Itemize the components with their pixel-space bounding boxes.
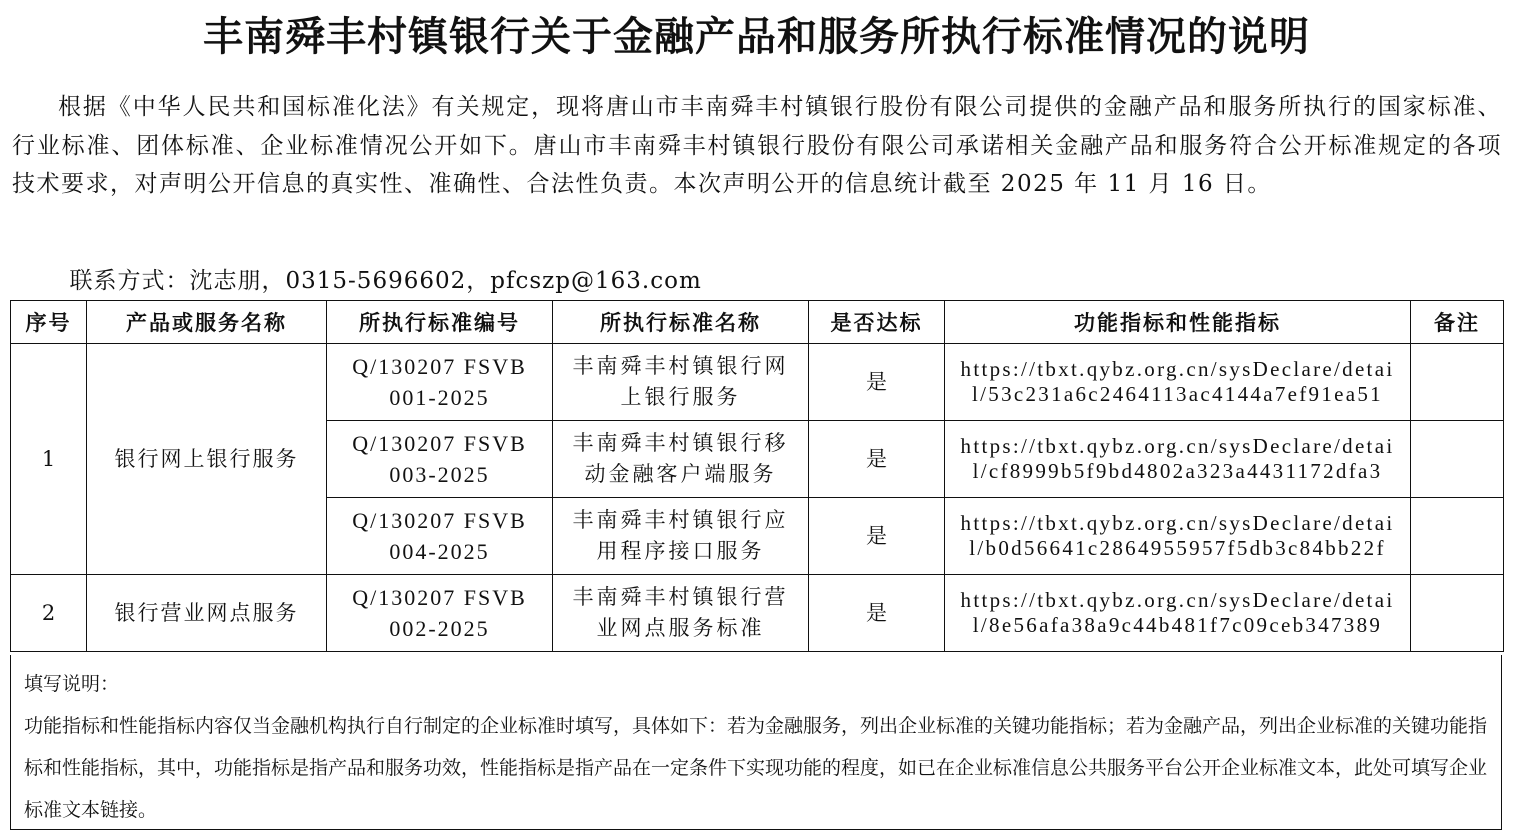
product-name: 银行营业网点服务 [87, 575, 327, 652]
filling-notes [10, 655, 1502, 830]
compliant-status: 是 [809, 421, 945, 498]
remark-cell [1411, 421, 1504, 498]
compliant-status: 是 [809, 344, 945, 421]
remark-cell [1411, 498, 1504, 575]
header-compliant: 是否达标 [809, 301, 945, 344]
indicator-link[interactable]: https://tbxt.qybz.org.cn/sysDeclare/detail/b0d56641c2864955957f5db3c84bb22f [945, 498, 1411, 575]
standard-code: Q/130207 FSVB 003-2025 [327, 421, 553, 498]
contact-info: 联系方式：沈志朋，0315-5696602，pfcszp@163.com [69, 268, 702, 294]
header-standard-code: 所执行标准编号 [327, 301, 553, 344]
header-remark: 备注 [1411, 301, 1504, 344]
standard-name: 丰南舜丰村镇银行网上银行服务 [553, 344, 809, 421]
notes-heading: 填写说明： [24, 673, 120, 695]
indicator-link[interactable]: https://tbxt.qybz.org.cn/sysDeclare/detail/cf8999b5f9bd4802a323a4431172dfa3 [945, 421, 1411, 498]
header-product: 产品或服务名称 [87, 301, 327, 344]
standards-table [10, 300, 1504, 652]
compliant-status: 是 [809, 575, 945, 652]
header-standard-name: 所执行标准名称 [553, 301, 809, 344]
notes-body: 功能指标和性能指标内容仅当金融机构执行自行制定的企业标准时填写，具体如下：若为金融服务，列出企业标准的关键功能指标；若为金融产品，列出企业标准的关键功能指标和性能指标，其中，功能指标是指产品和服务功效，性能指标是指产品在一定条件下实现功能的程度，如已在企业标准信息公共服务平台公开企业标准文本，此处可填写企业标准文本链接。 [24, 715, 1488, 821]
table-row [11, 344, 1504, 421]
product-name: 银行网上银行服务 [87, 344, 327, 575]
remark-cell [1411, 575, 1504, 652]
document-title: 丰南舜丰村镇银行关于金融产品和服务所执行标准情况的说明 [203, 13, 1310, 60]
indicator-link[interactable]: https://tbxt.qybz.org.cn/sysDeclare/detail/8e56afa38a9c44b481f7c09ceb347389 [945, 575, 1411, 652]
standard-code: Q/130207 FSVB 002-2025 [327, 575, 553, 652]
header-indicators: 功能指标和性能指标 [945, 301, 1411, 344]
standard-name: 丰南舜丰村镇银行应用程序接口服务 [553, 498, 809, 575]
standard-name: 丰南舜丰村镇银行营业网点服务标准 [553, 575, 809, 652]
intro-paragraph [12, 88, 1502, 204]
remark-cell [1411, 344, 1504, 421]
standard-name: 丰南舜丰村镇银行移动金融客户端服务 [553, 421, 809, 498]
table-header-row [11, 301, 1504, 344]
row-index: 1 [11, 344, 87, 575]
table-row [11, 575, 1504, 652]
header-index: 序号 [11, 301, 87, 344]
compliant-status: 是 [809, 498, 945, 575]
indicator-link[interactable]: https://tbxt.qybz.org.cn/sysDeclare/detail/53c231a6c2464113ac4144a7ef91ea51 [945, 344, 1411, 421]
standard-code: Q/130207 FSVB 004-2025 [327, 498, 553, 575]
intro-text: 根据《中华人民共和国标准化法》有关规定，现将唐山市丰南舜丰村镇银行股份有限公司提供的金融产品和服务所执行的国家标准、行业标准、团体标准、企业标准情况公开如下。唐山市丰南舜丰村镇银行股份有限公司承诺相关金融产品和服务符合公开标准规定的各项技术要求，对声明公开信息的真实性、准确性、合法性负责。本次声明公开的信息统计截至 2025 年 11 月 16 日。 [12, 94, 1502, 197]
standard-code: Q/130207 FSVB 001-2025 [327, 344, 553, 421]
row-index: 2 [11, 575, 87, 652]
